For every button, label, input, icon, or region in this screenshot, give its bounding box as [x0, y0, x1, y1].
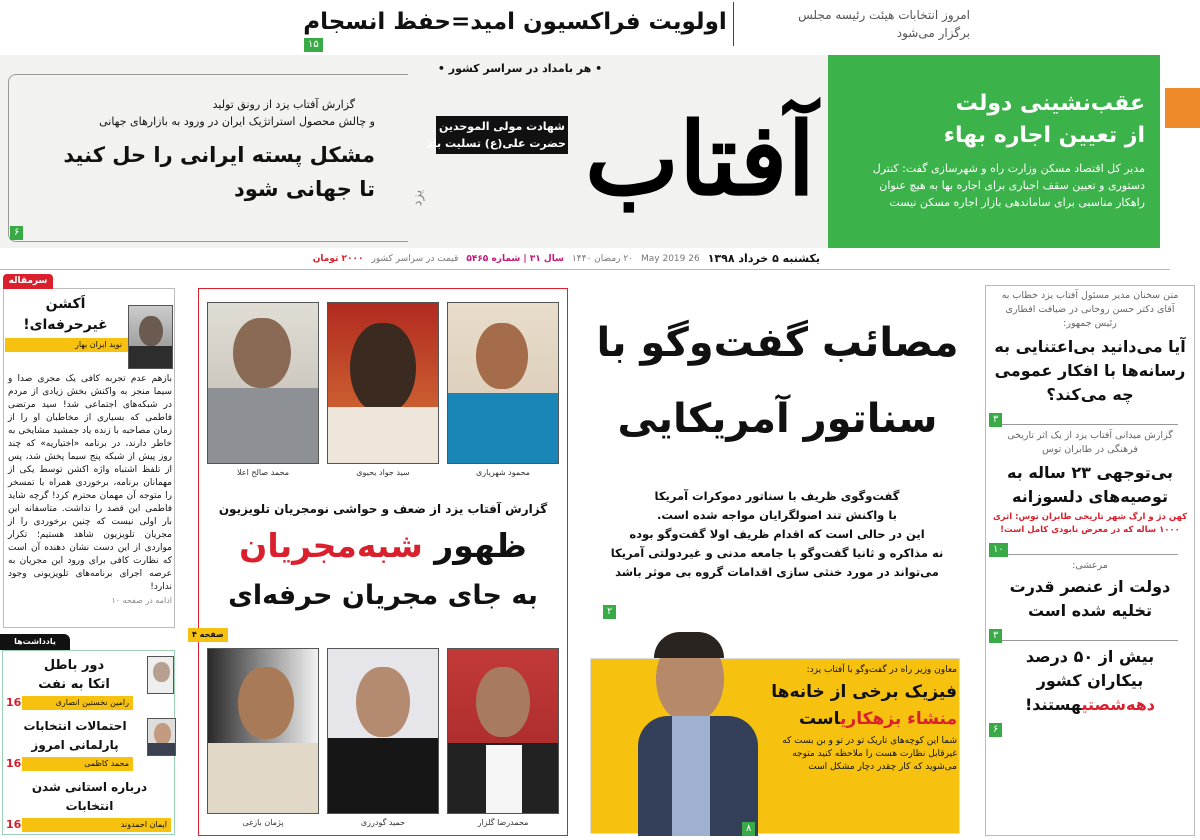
- title-highlight: شبه‌مجریان: [239, 526, 423, 565]
- photo-bottom-1: [447, 648, 559, 814]
- note-author-photo: [147, 656, 174, 694]
- tv-story-kicker: گزارش آفتاب یزد از ضعف و حواشی نومجریان تلویزیون: [218, 502, 548, 516]
- title-part: ظهور: [422, 526, 527, 565]
- page-badge: ۳: [989, 413, 1002, 427]
- body-line: گفت‌وگوی ظریف با سناتور دموکرات آمریکا: [654, 489, 900, 503]
- left-story[interactable]: [20, 96, 375, 206]
- right-story[interactable]: [850, 88, 1145, 211]
- kicker-line: امروز انتخابات هیئت رئیسه مجلس: [798, 8, 970, 22]
- page-badge: ۱۰: [989, 543, 1008, 557]
- condolence-box: [427, 116, 568, 154]
- badge-row: [988, 717, 1192, 735]
- title-line: غیرحرفه‌ای!: [23, 317, 108, 333]
- orange-tab: [1165, 88, 1200, 128]
- photo-top-3: [207, 302, 319, 464]
- divider: [0, 269, 1170, 270]
- title-part: است: [798, 709, 841, 729]
- item-title: دولت از عنصر قدرت تخلیه شده است: [1009, 577, 1171, 620]
- top-headline[interactable]: اولویت فراکسیون امید=حفظ انسجام: [303, 9, 727, 35]
- body-line: می‌تواند در مورد خنثی سازی اقدامات گروه بی موثر باشد: [615, 565, 939, 579]
- right-item[interactable]: [988, 645, 1192, 717]
- note-author-photo: [147, 718, 176, 756]
- page-tag[interactable]: صفحه ۴: [188, 628, 228, 642]
- page-badge: ۳: [989, 629, 1002, 643]
- headline-line: سناتور آمریکایی: [617, 396, 938, 442]
- badge-row: [988, 407, 1192, 425]
- title-line: پارلمانی امروز: [31, 738, 119, 752]
- issue-number: سال ۳۱ | شماره ۵۴۶۵: [466, 254, 564, 264]
- photo-caption: محمدرضا گلزار: [477, 818, 529, 827]
- condolence-line: حضرت علی(ع) تسلیت باد: [427, 137, 566, 150]
- divider: [733, 2, 734, 46]
- page-badge: ۶: [10, 226, 23, 240]
- photo-bottom-2: [327, 648, 439, 814]
- item-title: بیش از ۵۰ درصد بیکاران کشور: [1025, 647, 1155, 690]
- date-fa: یکشنبه ۵ خرداد ۱۳۹۸: [707, 252, 820, 265]
- title-line: احتمالات انتخابات: [23, 719, 127, 733]
- note-author: محمد کاظمی: [22, 757, 133, 771]
- item-kicker: مرعشی:: [1072, 560, 1108, 571]
- story-title: تا جهانی شود: [233, 177, 375, 201]
- divider: [1002, 424, 1178, 425]
- author-photo: [128, 305, 173, 369]
- divider: [1002, 554, 1178, 555]
- note-item[interactable]: [2, 716, 175, 776]
- right-item[interactable]: [988, 429, 1192, 537]
- editorial-author: نوید ایران بهار: [74, 340, 122, 349]
- item-subtitle: کهن دژ و ارگ شهر تاریخی طابران توس: اثری ۱۰۰۰ ساله که در معرض نابودی کامل است!: [992, 512, 1188, 535]
- badge-row: [988, 537, 1192, 555]
- price-label: قیمت در سراسر کشور: [371, 254, 459, 264]
- headline-line: مصائب گفت‌و‌گو با: [596, 320, 959, 366]
- story-kicker: گزارش آفتاب یزد از رونق تولید: [212, 98, 355, 111]
- photo-caption: محمود شهریاری: [476, 468, 530, 477]
- newspaper-logo[interactable]: آفتاب: [584, 100, 816, 218]
- interview-photo: [638, 632, 758, 836]
- tv-story-title-line2: به جای مجریان حرفه‌ای: [228, 580, 538, 611]
- photo-bottom-3: [207, 648, 319, 814]
- main-story-body: [582, 487, 972, 582]
- title-highlight: دهه‌شصتی: [1081, 695, 1156, 714]
- note-title: [4, 717, 146, 755]
- note-title: [12, 778, 167, 816]
- kicker-line: برگزار می‌شود: [896, 26, 970, 40]
- title-line: دور باطل: [43, 658, 105, 673]
- story-body: مدیر کل اقتصاد مسکن وزارت راه و شهرسازی گفت: کنترل دستوری و تعیین سقف اجباری برای اجاره بها به هیچ عنوان راهکار مناسبی برای ساماندهی بازار اجاره مسکن نیست: [872, 162, 1145, 209]
- photo-caption: سید جواد یحیوی: [356, 468, 410, 477]
- page-badge: ۶: [989, 723, 1002, 737]
- editorial-tag: سرمقاله: [3, 274, 53, 289]
- photo-top-2: [327, 302, 439, 464]
- page-badge: ۲: [603, 605, 616, 619]
- story-kicker: و چالش محصول استراتژیک ایران در ورود به بازارهای جهانی: [99, 115, 375, 128]
- title-highlight: منشاء بزهکاری: [840, 709, 957, 729]
- title-line: درباره استانی شدن: [31, 780, 148, 794]
- title-line: انتخابات: [65, 799, 114, 813]
- note-page: 16: [6, 818, 22, 831]
- condolence-line: شهادت مولی الموحدین: [438, 120, 566, 133]
- item-kicker: متن سخنان مدیر مسئول آفتاب یزد خطاب به آقای دکتر حسن روحانی در ضیافت افطاری رئیس جمهور:: [1001, 290, 1179, 329]
- story-title: از تعیین اجاره بهاء: [943, 123, 1145, 148]
- editorial-continued[interactable]: ادامه در صفحه ۱۰: [111, 596, 172, 605]
- main-headline[interactable]: [580, 305, 975, 457]
- masthead-tagline: • هر بامداد در سراسر کشور •: [420, 62, 620, 76]
- item-title-end: [988, 693, 1192, 717]
- item-title: آیا می‌دانید بی‌اعتنایی به رسانه‌ها با افکار عمومی چه می‌کند؟: [994, 337, 1186, 404]
- body-line: نه مذاکره و ثانیا گفت‌وگو با جامعه مدنی و غیردولتی آمریکا: [610, 546, 944, 560]
- note-title: [5, 656, 143, 694]
- interview-text: [761, 664, 957, 774]
- note-author: ایمان احمدوند: [22, 818, 171, 832]
- title-part: هستند!: [1024, 695, 1082, 714]
- interview-title: فیزیک برخی از خانه‌ها: [771, 682, 957, 702]
- page-badge: ۱۵: [304, 38, 323, 52]
- badge-row: [988, 623, 1192, 641]
- editorial-title: [8, 294, 123, 336]
- editorial-text: [8, 373, 172, 607]
- photo-caption: حمید گودرزی: [360, 818, 406, 827]
- notes-tag: یادداشت‌ها: [0, 634, 70, 650]
- note-item[interactable]: [2, 776, 175, 834]
- date-hijri: ۲۰ رمضان ۱۴۴۰: [571, 254, 634, 264]
- date-line: [312, 252, 820, 266]
- title-line: اَکشن: [45, 296, 86, 312]
- editorial-body: بازهم عدم تجربه کافی یک مجری صدا و سیما منجر به واکنش بخش زیادی از مردم در شبکه‌های اجتماعی شد! سید مرتضی فاطمی که بسیاری از مخاطبان او را از زمان مصاحبه با زنده یاد جمشید مشایخی به خاطر دارند، در برنامه «اختیاریه» که چند روز پیش از شبکه پنج سیما پخش شد، پس از تلفظ اشتباه واژه اکشن توسط یکی از مهمانان برنامه، برخوردی همراه با تمسخر را متوجه آن مهمان محترم کرد! گرچه شاید فاطمی این قصد را نداشت. متاسفانه این بار اولی نیست که چنین برخوردی را از مجریان تلویزیون شاهد هستیم؛ تکرار مواردی از این دست نشان دهنده آن است که نظارت کافی برای ورود این مجریان به عرصه اجرای برنامه‌های تلویزیونی وجود ندارد!: [8, 374, 172, 592]
- title-line: اتکا به نفت: [38, 677, 110, 692]
- body-line: با واکنش تند اصولگرایان مواجه شده است.: [657, 508, 897, 522]
- interview-body: شما این کوچه‌های تاریک تو در تو و بن بست که غیرقابل نظارت هست را ملاحظه کنید متوجه می‌شوید که کار چقدر دچار مشکل است: [782, 736, 957, 772]
- interview-kicker: معاون وزیر راه در گفت‌وگو با آفتاب یزد:: [806, 665, 957, 675]
- logo-sub: یزد: [410, 189, 426, 207]
- interview-title-line2: [761, 706, 957, 733]
- item-title: بی‌توجهی ۲۳ ساله به توصیه‌های دلسوزانه: [1007, 463, 1173, 506]
- photo-caption: محمد صالح اعلا: [237, 468, 289, 477]
- tv-story-title: [203, 522, 563, 570]
- photo-top-1: [447, 302, 559, 464]
- right-item[interactable]: [988, 289, 1192, 407]
- note-page: 16: [6, 757, 22, 770]
- photo-caption: پژمان بازغی: [242, 818, 284, 827]
- top-kicker[interactable]: [740, 6, 970, 42]
- note-page: 16: [6, 696, 22, 709]
- note-item[interactable]: [2, 652, 175, 714]
- note-author: رامین نخستین انصاری: [22, 696, 133, 710]
- item-kicker: گزارش میدانی آفتاب یزد از یک اثر تاریخی فرهنگی در طابران توس: [1007, 430, 1173, 455]
- story-title: مشکل پسته ایرانی را حل کنید: [63, 143, 375, 167]
- date-en: 26 May 2019: [641, 254, 700, 264]
- page-badge: ۸: [742, 822, 755, 836]
- right-item[interactable]: [988, 559, 1192, 623]
- price: ۲۰۰۰ تومان: [312, 254, 364, 264]
- body-line: این در حالی است که اقدام ظریف اولا گفت‌وگو بوده: [629, 527, 925, 541]
- divider: [1002, 640, 1178, 641]
- right-column: [988, 289, 1192, 735]
- story-title: عقب‌نشینی دولت: [955, 91, 1145, 116]
